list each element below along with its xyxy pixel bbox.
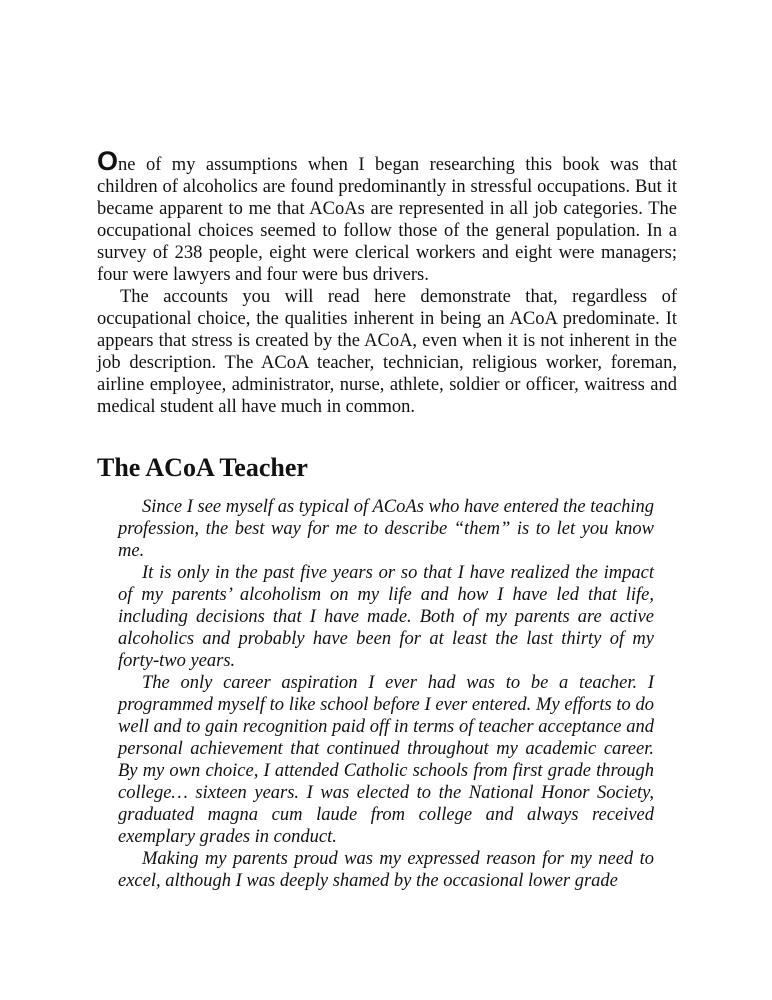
drop-cap: O (97, 146, 119, 176)
intro-paragraph-1-text: ne of my assumptions when I began researching this book was that children of alcoholics are found predominantly in stressful occupations. But it became apparent to me that ACoAs are represented in all job categories. The occupational choices seemed to follow those of the general population. In a survey of 238 people, eight were clerical workers and eight were managers; four were lawyers and four were bus drivers. (97, 155, 677, 285)
book-page (97, 146, 677, 892)
account-paragraph-1: Since I see myself as typical of ACoAs who have entered the teaching profession, the best way for me to describe “them” is to let you know me. (118, 497, 654, 561)
intro-paragraph-2: The accounts you will read here demonstrate that, regardless of occupational choice, the qualities inherent in being an ACoA predominate. It appears that stress is created by the ACoA, even when it is not inherent in the job description. The ACoA teacher, technician, religious worker, foreman, airline employee, administrator, nurse, athlete, soldier or officer, waitress and medical student all have much in common. (97, 287, 677, 417)
intro-section (97, 146, 677, 418)
teacher-account (118, 496, 654, 892)
account-paragraph-3: The only career aspiration I ever had was to be a teacher. I programmed myself to like school before I ever entered. My efforts to do well and to gain recognition paid off in terms of teacher acceptance and personal achievement that continued throughout my academic career. By my own choice, I attended Catholic schools from first grade through college… sixteen years. I was elected to the National Honor Society, graduated magna cum laude from college and always received exemplary grades in conduct. (118, 673, 654, 847)
account-paragraph-4: Making my parents proud was my expressed reason for my need to excel, although I was deeply shamed by the occasional lower grade (118, 849, 654, 891)
section-heading: The ACoA Teacher (97, 453, 308, 482)
account-paragraph-2: It is only in the past five years or so that I have realized the impact of my parents’ alcoholism on my life and how I have led that life, including decisions that I have made. Both of my parents are active alcoholics and probably have been for at least the last thirty of my forty-two years. (118, 563, 654, 671)
intro-paragraph-1 (97, 146, 677, 286)
